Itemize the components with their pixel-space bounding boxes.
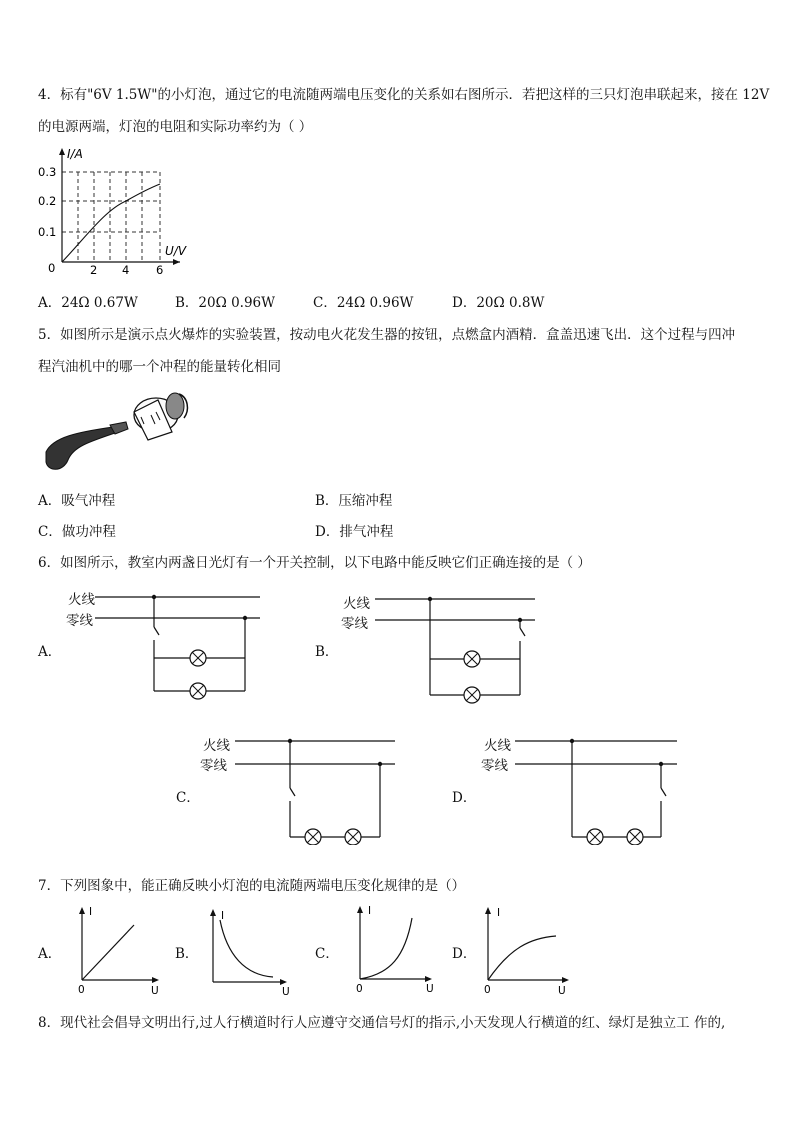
q7-graph-d	[480, 903, 580, 998]
lamp-icon	[627, 829, 643, 845]
svg-text:0: 0	[484, 984, 491, 996]
q4-text-line1: 4．标有"6V 1.5W"的小灯泡，通过它的电流随两端电压变化的关系如右图所示．若把这样的三只灯泡串联起来，接在 12V	[38, 87, 770, 103]
q4-text-line2: 的电源两端，灯泡的电阻和实际功率约为（ ）	[38, 119, 313, 135]
svg-text:I: I	[368, 905, 372, 917]
neutral-wire-label: 零线	[66, 613, 93, 629]
q7-graph-b	[205, 905, 300, 1000]
circuit-c	[235, 730, 405, 845]
svg-text:I: I	[497, 907, 501, 919]
q4-iu-graph	[35, 140, 195, 280]
svg-text:U: U	[151, 985, 159, 997]
y-tick: 0.2	[38, 194, 57, 208]
lamp-icon	[190, 683, 206, 699]
q5-option-b: B．压缩冲程	[315, 493, 393, 509]
svg-text:U: U	[282, 986, 290, 998]
q7-text: 7．下列图象中，能正确反映小灯泡的电流随两端电压变化规律的是（）	[38, 878, 466, 894]
lamp-icon	[190, 650, 206, 666]
live-wire-label: 火线	[68, 592, 95, 608]
svg-text:U: U	[558, 985, 566, 997]
svg-text:0: 0	[356, 983, 363, 995]
lamp-icon	[587, 829, 603, 845]
spark-generator-illustration	[38, 382, 198, 477]
q6-label-d: D．	[452, 790, 477, 806]
x-tick: 2	[90, 263, 98, 277]
live-wire-label: 火线	[343, 596, 370, 612]
q6-label-b: B．	[315, 644, 339, 660]
live-wire-label: 火线	[484, 738, 511, 754]
lamp-icon	[345, 829, 361, 845]
y-tick: 0.3	[38, 165, 57, 179]
neutral-wire-label: 零线	[200, 758, 227, 774]
q4-option-a: A．24Ω 0.67W	[38, 295, 138, 311]
origin-label: 0	[48, 261, 56, 275]
y-tick: 0.1	[38, 225, 57, 239]
neutral-wire-label: 零线	[341, 616, 368, 632]
lamp-icon	[464, 687, 480, 703]
q5-option-a: A．吸气冲程	[38, 493, 116, 509]
x-tick: 4	[122, 263, 130, 277]
x-axis-label: U/V	[165, 244, 187, 258]
q7-label-c: C．	[315, 946, 339, 962]
iu-curve	[62, 184, 160, 262]
q6-text: 6．如图所示，教室内两盏日光灯有一个开关控制，以下电路中能反映它们正确连接的是（ ）	[38, 555, 591, 571]
svg-text:I: I	[89, 906, 93, 918]
neutral-wire-label: 零线	[481, 758, 508, 774]
lamp-icon	[464, 651, 480, 667]
q7-label-b: B．	[175, 946, 199, 962]
q5-option-c: C．做功冲程	[38, 524, 116, 540]
circuit-b	[375, 590, 545, 705]
q7-label-a: A．	[38, 946, 62, 962]
q6-label-a: A．	[38, 644, 62, 660]
q4-option-b: B．20Ω 0.96W	[175, 295, 276, 311]
q7-graph-c	[350, 902, 445, 997]
q5-text-line1: 5．如图所示是演示点火爆炸的实验装置，按动电火花发生器的按钮，点燃盒内酒精．盒盖迅速飞出．这个过程与四冲	[38, 327, 736, 343]
y-axis-label: I/A	[67, 147, 83, 161]
x-tick: 6	[156, 263, 164, 277]
q4-option-c: C．24Ω 0.96W	[313, 295, 414, 311]
q5-text-line2: 程汽油机中的哪一个冲程的能量转化相同	[38, 359, 281, 375]
live-wire-label: 火线	[203, 738, 230, 754]
circuit-a	[95, 585, 270, 700]
q7-graph-a	[72, 903, 167, 998]
svg-text:U: U	[426, 983, 434, 995]
q8-text: 8．现代社会倡导文明出行,过人行横道时行人应遵守交通信号灯的指示,小天发现人行横道的红、绿灯是独立工 作的,	[38, 1015, 726, 1031]
svg-text:I: I	[221, 910, 225, 922]
q4-option-d: D．20Ω 0.8W	[452, 295, 545, 311]
q6-label-c: C．	[176, 790, 200, 806]
svg-text:0: 0	[78, 984, 85, 996]
q7-label-d: D．	[452, 946, 477, 962]
circuit-d	[515, 730, 685, 845]
lamp-icon	[305, 829, 321, 845]
q5-option-d: D．排气冲程	[315, 524, 394, 540]
